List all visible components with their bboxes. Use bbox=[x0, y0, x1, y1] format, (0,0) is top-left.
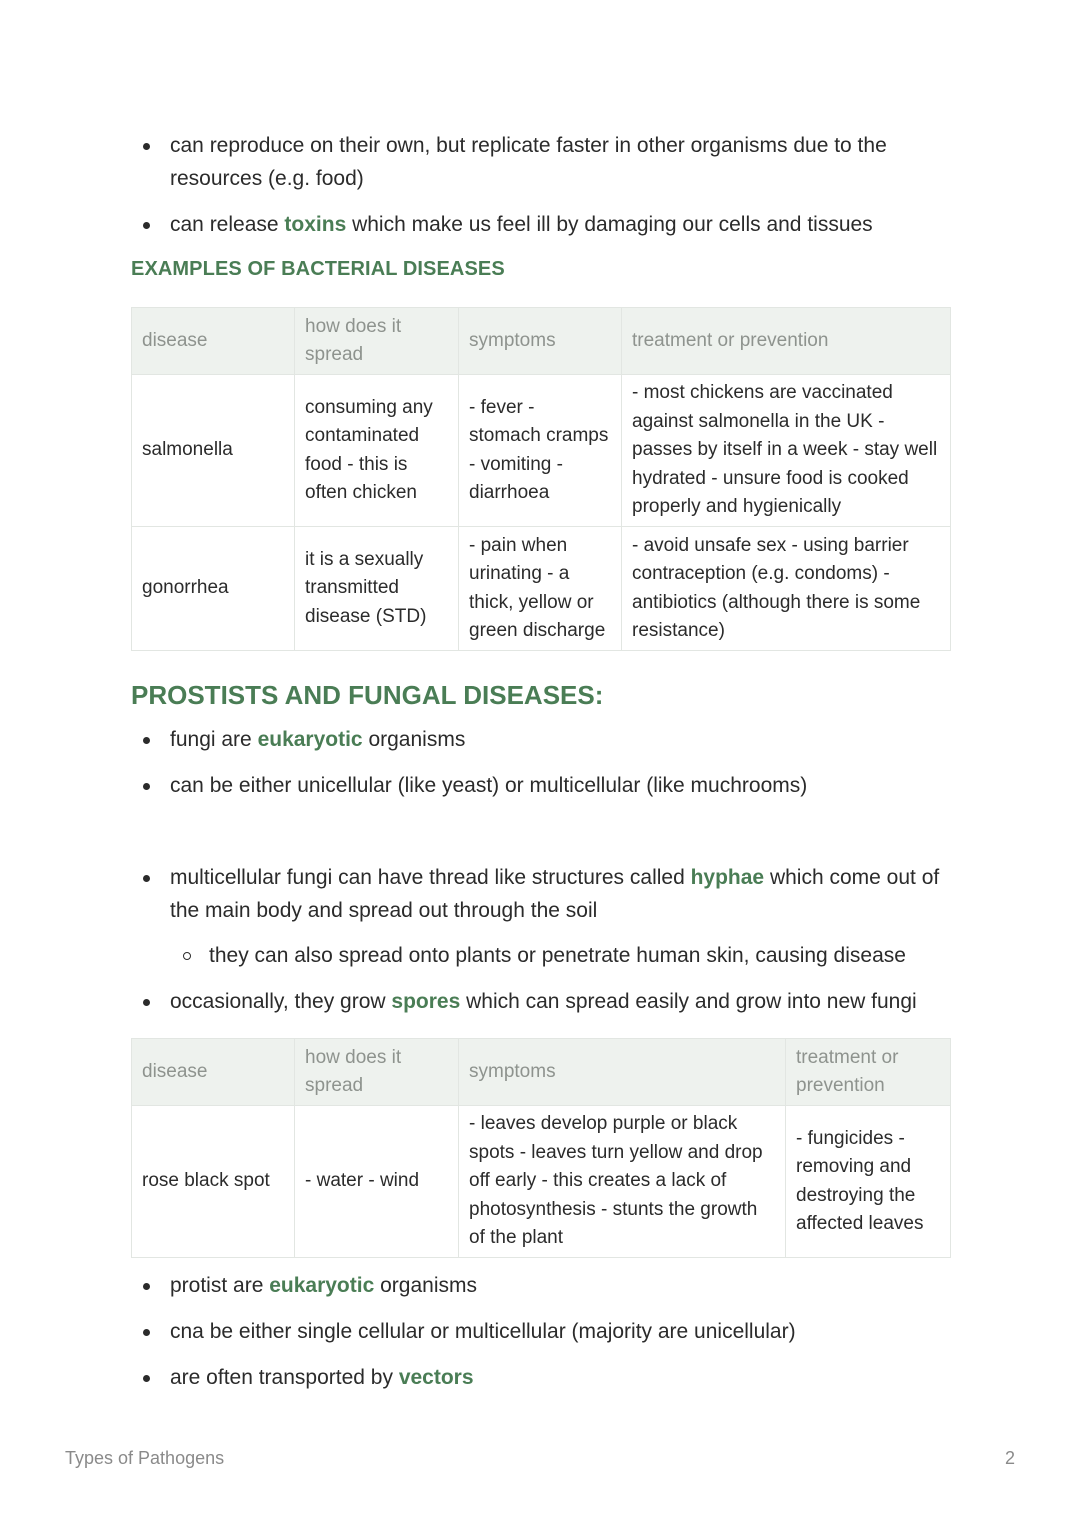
bullet-text: organisms bbox=[374, 1274, 477, 1297]
bullet-item bbox=[140, 769, 960, 802]
fungal-heading: PROSTISTS AND FUNGAL DISEASES: bbox=[131, 680, 604, 710]
bullet-text: can be either unicellular (like yeast) or multicellular (like muchrooms) bbox=[170, 774, 808, 797]
key-term: spores bbox=[391, 990, 461, 1013]
header-cell: symptoms bbox=[459, 1039, 786, 1106]
table-cell: - water - wind bbox=[295, 1106, 459, 1258]
table-cell: it is a sexually transmitted disease (STD) bbox=[295, 527, 459, 651]
key-term: eukaryotic bbox=[269, 1274, 375, 1297]
bullet-text: occasionally, they grow bbox=[170, 990, 392, 1013]
table-cell: - fungicides - removing and destroying the affected leaves bbox=[786, 1106, 951, 1258]
bullet-text: can reproduce on their own, but replicate faster in other organisms due to the resources (e.g. food) bbox=[170, 134, 887, 190]
table-row bbox=[132, 527, 951, 651]
header-cell: disease bbox=[132, 1039, 295, 1106]
key-term: toxins bbox=[284, 213, 347, 236]
footer-title: Types of Pathogens bbox=[65, 1448, 225, 1468]
bullet-item bbox=[140, 985, 970, 1018]
bullet-item bbox=[140, 723, 960, 756]
fungal-disease-table bbox=[131, 1038, 951, 1258]
table-header-row bbox=[132, 308, 951, 375]
header-cell: disease bbox=[132, 308, 295, 375]
bullet-text: are often transported by bbox=[170, 1366, 399, 1389]
bullet-text: multicellular fungi can have thread like structures called bbox=[170, 866, 691, 889]
bullet-text: protist are bbox=[170, 1274, 270, 1297]
sub-bullet-list bbox=[180, 939, 980, 972]
bullet-item bbox=[140, 1315, 960, 1348]
page-number: 2 bbox=[1004, 1448, 1015, 1468]
table-cell: - most chickens are vaccinated against salmonella in the UK - passes by itself in a week - stay well hydrated - unsure food is cooked properly and hygienically bbox=[622, 375, 951, 527]
bullet-text: cna be either single cellular or multicellular (majority are unicellular) bbox=[170, 1320, 796, 1343]
header-cell: how does it spread bbox=[295, 308, 459, 375]
bullet-item bbox=[140, 1269, 960, 1302]
protist-bullet-list bbox=[140, 1269, 960, 1407]
table-cell: - avoid unsafe sex - using barrier contraception (e.g. condoms) - antibiotics (although there is some resistance) bbox=[622, 527, 951, 651]
sub-bullet-item: they can also spread onto plants or penetrate human skin, causing disease bbox=[180, 939, 980, 972]
table-cell: - fever - stomach cramps - vomiting - diarrhoea bbox=[459, 375, 622, 527]
header-cell: treatment or prevention bbox=[622, 308, 951, 375]
bullet-text: organisms bbox=[362, 728, 466, 751]
fungal-bullet-list bbox=[140, 723, 960, 815]
bullet-text: which make us feel ill by damaging our cells and tissues bbox=[346, 213, 873, 236]
table-cell: consuming any contaminated food - this is often chicken bbox=[295, 375, 459, 527]
table-row bbox=[132, 1106, 951, 1258]
bullet-item bbox=[140, 129, 960, 195]
header-cell: how does it spread bbox=[295, 1039, 459, 1106]
key-term: eukaryotic bbox=[257, 728, 363, 751]
bullet-text: can release bbox=[170, 213, 285, 236]
bullet-text: which can spread easily and grow into new fungi bbox=[460, 990, 917, 1013]
table-cell: - leaves develop purple or black spots - leaves turn yellow and drop off early - this creates a lack of photosynthesis - stunts the growth of the plant bbox=[459, 1106, 786, 1258]
table-row bbox=[132, 375, 951, 527]
bullet-item bbox=[140, 1361, 960, 1394]
key-term: hyphae bbox=[690, 866, 765, 889]
table-cell: - pain when urinating - a thick, yellow or green discharge bbox=[459, 527, 622, 651]
key-term: vectors bbox=[398, 1366, 474, 1389]
spores-bullet-list bbox=[140, 985, 970, 1031]
header-cell: treatment or prevention bbox=[786, 1039, 951, 1106]
top-bullet-list bbox=[140, 129, 960, 254]
bacterial-disease-table bbox=[131, 307, 951, 651]
table-header-row bbox=[132, 1039, 951, 1106]
bacterial-heading: EXAMPLES OF BACTERIAL DISEASES bbox=[131, 258, 505, 280]
table-cell: gonorrhea bbox=[132, 527, 295, 651]
bullet-item bbox=[140, 861, 970, 927]
header-cell: symptoms bbox=[459, 308, 622, 375]
bullet-item bbox=[140, 208, 960, 241]
table-cell: rose black spot bbox=[132, 1106, 295, 1258]
bullet-text: fungi are bbox=[170, 728, 258, 751]
hyphae-bullet-list bbox=[140, 861, 970, 940]
bullet-text: which come out of the main body and spread out through the soil bbox=[170, 866, 940, 922]
table-cell: salmonella bbox=[132, 375, 295, 527]
